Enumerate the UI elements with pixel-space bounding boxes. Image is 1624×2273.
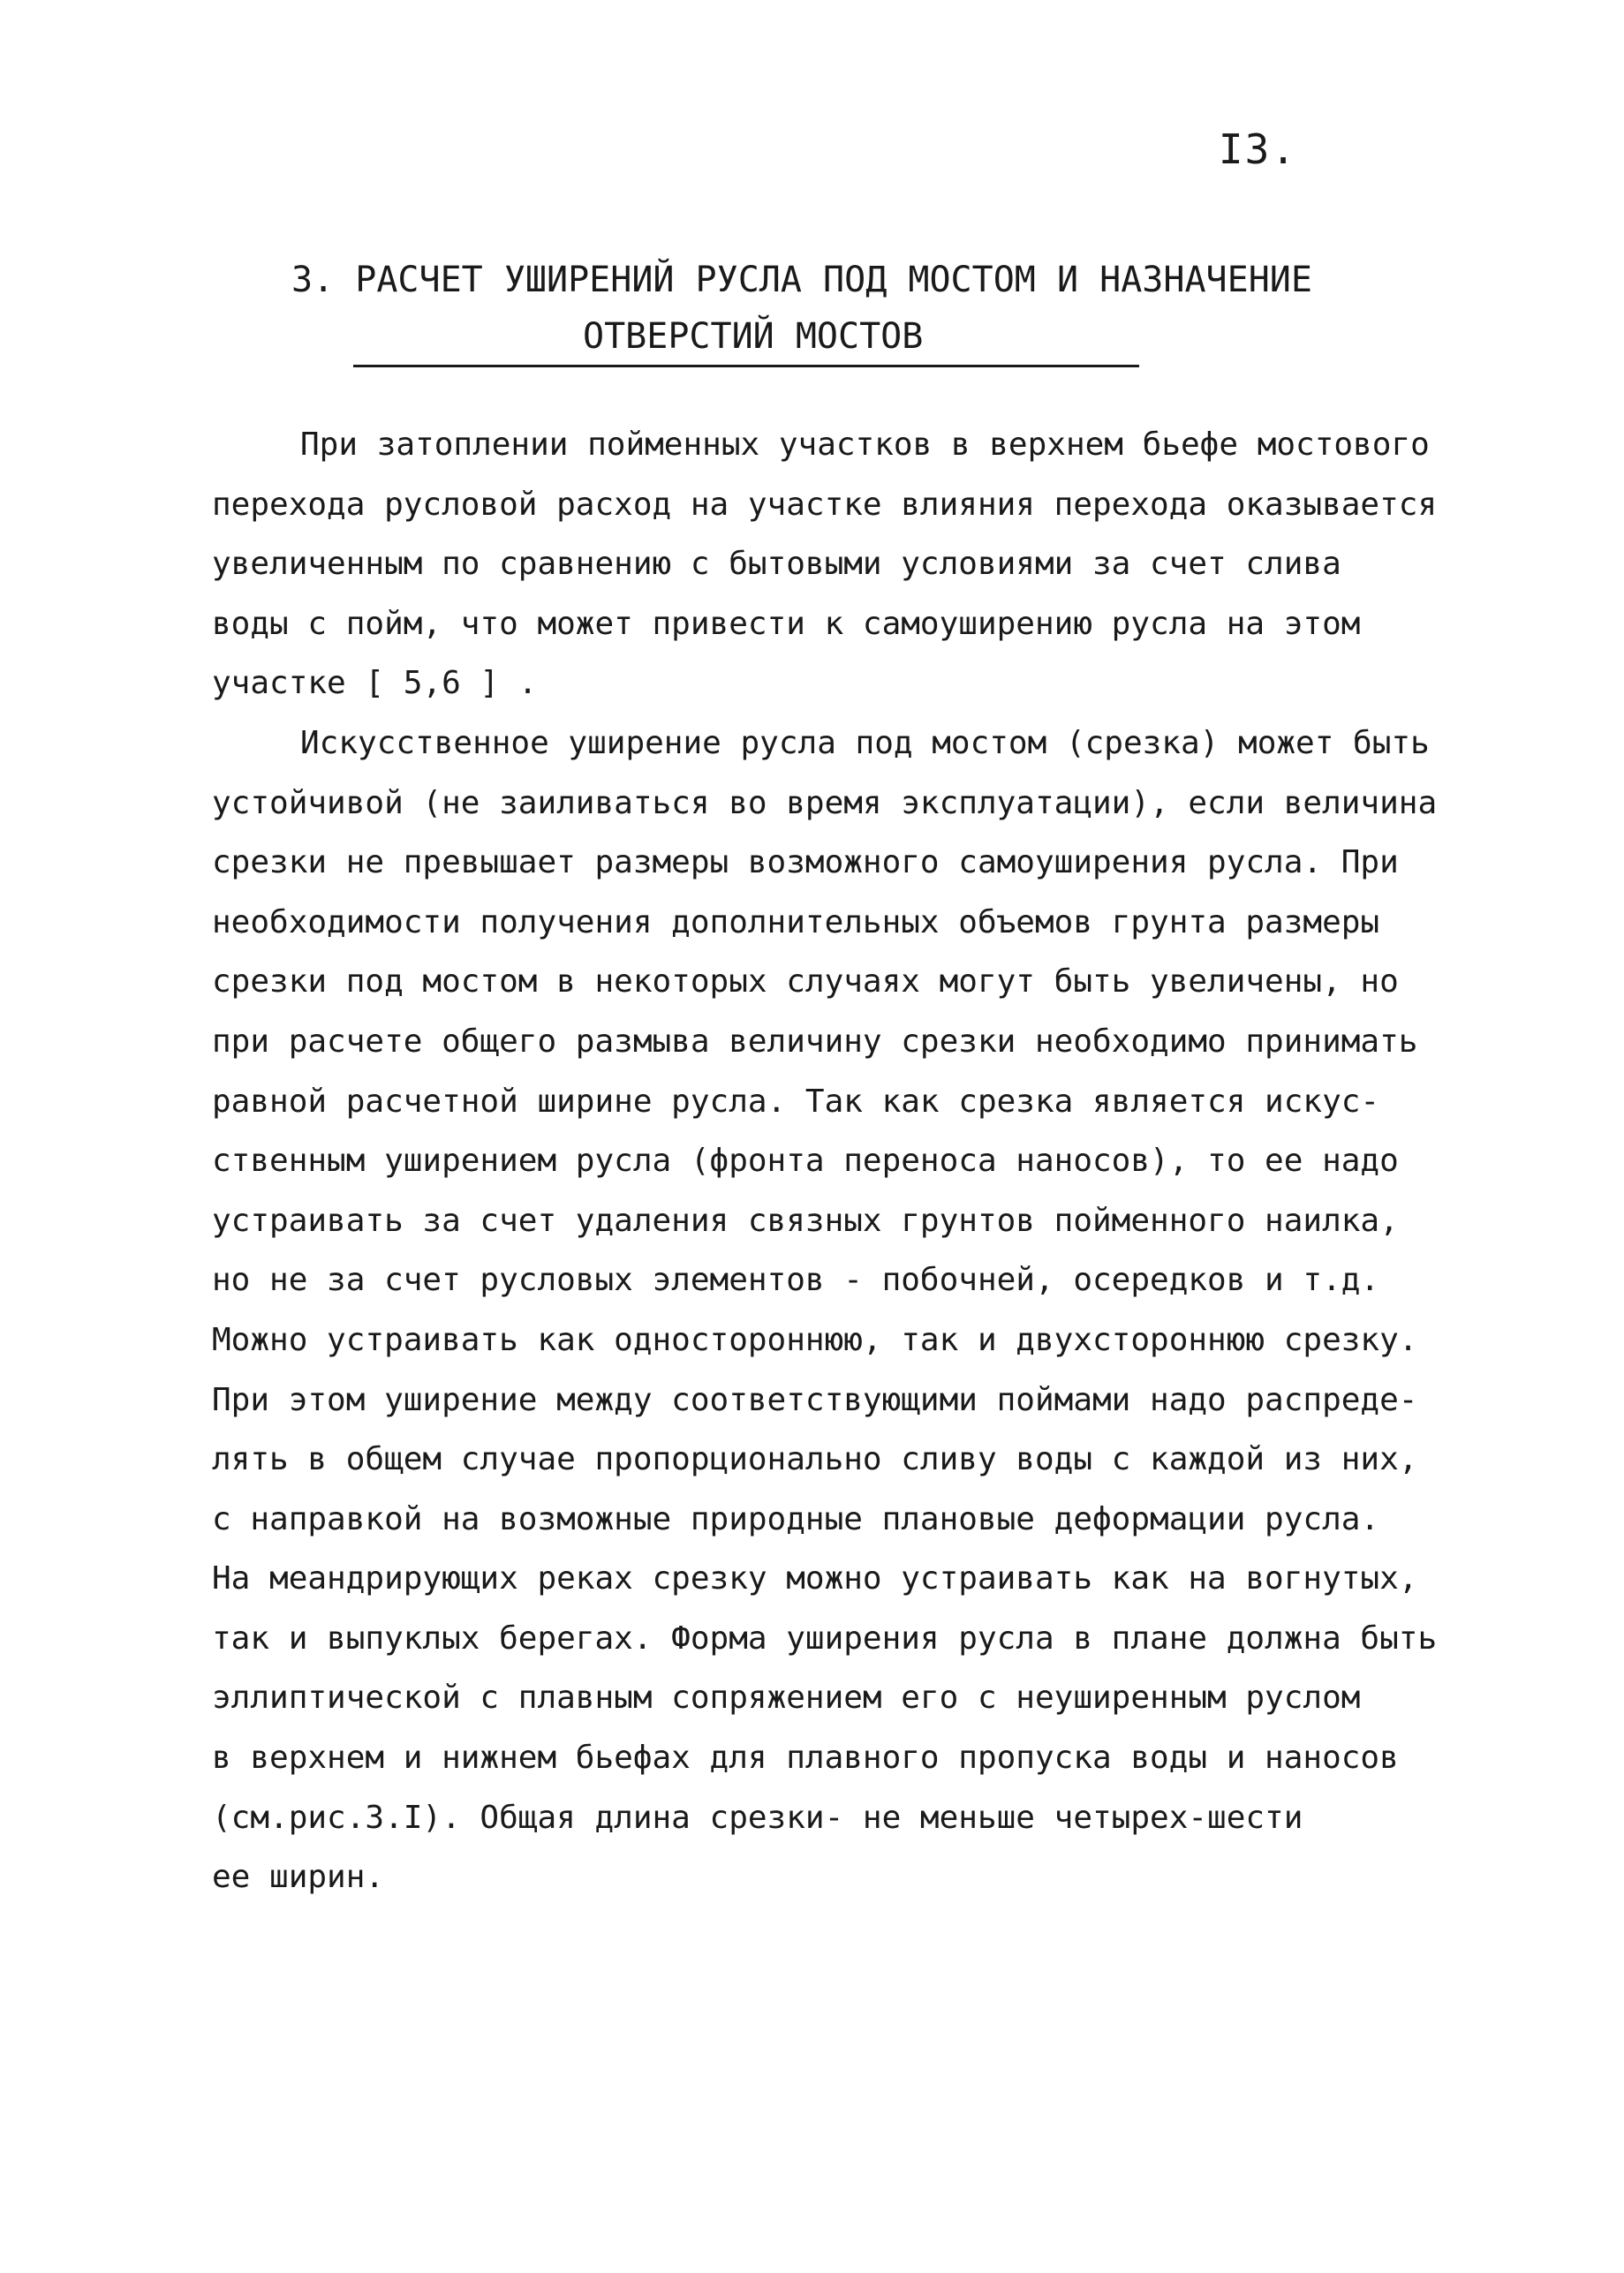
paragraph-line: Можно устраивать как одностороннюю, так и двухстороннюю срезку. <box>212 1321 1418 1358</box>
paragraph-line: лять в общем случае пропорционально сливу воды с каждой из них, <box>212 1441 1418 1478</box>
paragraph-line: срезки не превышает размеры возможного самоуширения русла. При <box>212 844 1399 881</box>
paragraph-line: На меандрирующих реках срезку можно устраивать как на вогнутых, <box>212 1560 1418 1597</box>
paragraph-line: но не за счет русловых элементов - побочней, осередков и т.д. <box>212 1262 1380 1299</box>
paragraph-1 <box>212 415 1438 714</box>
body-text <box>212 415 1438 1907</box>
paragraph-line: эллиптической с плавным сопряжением его с неуширенным руслом <box>212 1680 1361 1717</box>
paragraph-line: перехода русловой расход на участке влияния перехода оказывается <box>212 486 1438 523</box>
paragraph-line: (см.рис.3.I). Общая длина срезки- не меньше четырех-шести <box>212 1799 1303 1836</box>
paragraph-line: Искусственное уширение русла под мостом (срезка) может быть <box>300 724 1430 761</box>
section-title <box>291 252 1312 367</box>
section-title-line-2: ОТВЕРСТИЙ МОСТОВ <box>353 308 1139 367</box>
paragraph-line: при расчете общего размыва величину срезки необходимо принимать <box>212 1023 1418 1060</box>
paragraph-line: так и выпуклых берегах. Форма уширения русла в плане должна быть <box>212 1620 1438 1657</box>
paragraph-line: устраивать за счет удаления связных грунтов пойменного наилка, <box>212 1202 1399 1239</box>
section-title-line-1: 3. РАСЧЕТ УШИРЕНИЙ РУСЛА ПОД МОСТОМ И НАЗНАЧЕНИЕ <box>291 260 1312 300</box>
paragraph-line: участке [ 5,6 ] . <box>212 665 538 702</box>
paragraph-line: с направкой на возможные природные плановые деформации русла. <box>212 1500 1380 1537</box>
page-number: I3. <box>1218 125 1297 173</box>
paragraph-line: в верхнем и нижнем бьефах для плавного пропуска воды и наносов <box>212 1740 1399 1777</box>
paragraph-line: срезки под мостом в некоторых случаях могут быть увеличены, но <box>212 963 1399 1001</box>
paragraph-2 <box>212 714 1438 1907</box>
paragraph-line: При этом уширение между соответствующими поймами надо распреде- <box>212 1381 1418 1418</box>
paragraph-line: увеличенным по сравнению с бытовыми условиями за счет слива <box>212 546 1341 583</box>
paragraph-line: равной расчетной ширине русла. Так как срезка является искус- <box>212 1083 1380 1120</box>
paragraph-line: устойчивой (не заиливаться во время эксплуатации), если величина <box>212 784 1438 821</box>
paragraph-line: воды с пойм, что может привести к самоуширению русла на этом <box>212 605 1361 642</box>
paragraph-line: ее ширин. <box>212 1859 385 1896</box>
paragraph-line: ственным уширением русла (фронта переноса наносов), то ее надо <box>212 1143 1399 1180</box>
paragraph-line: необходимости получения дополнительных объемов грунта размеры <box>212 903 1380 940</box>
paragraph-line: При затоплении пойменных участков в верхнем бьефе мостового <box>300 427 1430 463</box>
